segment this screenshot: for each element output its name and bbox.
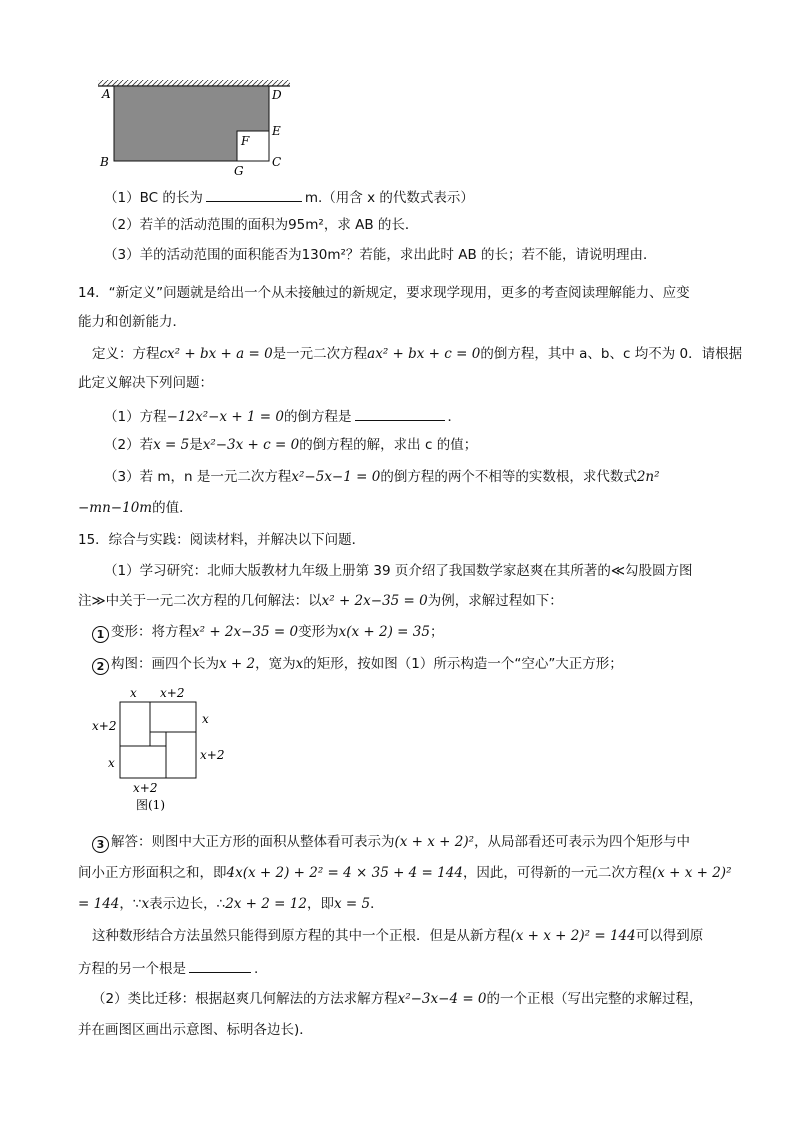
step-number-badge: 2 (92, 658, 109, 675)
answer-blank[interactable] (355, 406, 445, 421)
q15-step3-line1 (92, 833, 690, 853)
text: 是 (189, 437, 203, 453)
text: 的一个正根（写出完整的求解过程， (486, 991, 703, 1007)
q15-part2-line1 (92, 990, 703, 1008)
label-top-x-plus-2: x+2 (160, 686, 185, 700)
formula: (x + x + 2)² (394, 834, 475, 850)
q13-part1-unit: m.（用含 x 的代数式表示） (304, 190, 474, 206)
formula: cx² + bx + a = 0 (159, 346, 273, 362)
label-d: D (272, 88, 282, 102)
text: （3）若 m，n 是一元二次方程 (104, 469, 292, 485)
q13-part3: （3）羊的活动范围的面积能否为130m²？若能，求出此时 AB 的长；若不能，请说明理由． (104, 247, 657, 263)
q15-part2-line2: 并在画图区画出示意图、标明各边长)． (78, 1022, 313, 1038)
formula: x (295, 656, 304, 672)
q15-note-line2 (78, 958, 258, 978)
text: ，从局部看还可表示为四个矩形与中 (474, 834, 691, 850)
text: 方程的另一个根是 (78, 961, 186, 977)
formula: = 144 (78, 896, 120, 912)
text: ． (370, 896, 384, 912)
q14-part2 (104, 436, 477, 454)
text: 可以得到原 (635, 928, 704, 944)
text: ，∵ (119, 896, 142, 912)
formula: ax² + bx + c = 0 (367, 346, 481, 362)
q15-step3-line3 (78, 895, 384, 913)
outer-square (120, 702, 196, 778)
text: 的矩形，按如图（1）所示构造一个“空心”大正方形； (303, 656, 623, 672)
label-top-x: x (130, 686, 137, 700)
answer-blank[interactable] (189, 958, 251, 973)
q15-intro: 15．综合与实践：阅读材料，并解决以下问题． (78, 532, 366, 548)
label-left-x-plus-2: x+2 (92, 719, 117, 733)
enclosure-figure (92, 76, 302, 178)
q13-part1-text: （1）BC 的长为 (104, 190, 203, 206)
label-bottom-x-plus-2: x+2 (133, 781, 158, 795)
formula: (x + x + 2)² = 144 (510, 928, 636, 944)
q15-note-line1 (92, 927, 703, 945)
text: 为例，求解过程如下： (427, 593, 563, 609)
q15-study-line2 (78, 592, 563, 610)
formula: x = 5 (333, 896, 371, 912)
q14-definition (92, 345, 742, 363)
text: 构图：画四个长为 (111, 656, 219, 672)
text: （2）若 (104, 437, 154, 453)
text: ； (429, 624, 444, 640)
q15-step2 (92, 655, 623, 675)
q14-part3-line2 (78, 499, 193, 517)
label-right-x-plus-2: x+2 (200, 748, 225, 762)
formula: x²−3x−4 = 0 (397, 991, 487, 1007)
text: 表示边长，∴ (149, 896, 226, 912)
text: 变形：将方程 (111, 624, 192, 640)
label-c: C (272, 155, 282, 169)
text: 的值． (152, 500, 193, 516)
label-right-x: x (202, 712, 209, 726)
hollow-square-figure (90, 684, 230, 814)
text: 定义：方程 (92, 346, 160, 362)
text: 的倒方程的解，求出 c 的值； (299, 437, 478, 453)
text: ，因此，可得新的一元二次方程 (462, 865, 652, 881)
text: 是一元二次方程 (272, 346, 368, 362)
q15-study-line1: （1）学习研究：北师大版教材九年级上册第 39 页介绍了我国数学家赵爽在其所著的≪勾股圆方图 (104, 563, 693, 579)
formula: x (141, 896, 150, 912)
text: 的倒方程，其中 a、b、c 均不为 0．请根据 (480, 346, 743, 362)
formula: x²−5x−1 = 0 (291, 469, 381, 485)
text: （2）类比迁移：根据赵爽几何解法的方法求解方程 (92, 991, 398, 1007)
q14-part1 (104, 406, 461, 426)
formula: −mn−10m (78, 500, 153, 516)
q15-step1 (92, 623, 443, 643)
q15-step3-line2 (78, 864, 732, 882)
label-g: G (234, 164, 244, 178)
step-number-badge: 3 (92, 836, 109, 853)
text: 注≫中关于一元二次方程的几何解法：以 (78, 593, 322, 609)
label-b: B (100, 155, 109, 169)
formula: x(x + 2) = 35 (338, 624, 430, 640)
formula: 4x(x + 2) + 2² = 4 × 35 + 4 = 144 (226, 865, 463, 881)
q14-part3 (104, 468, 660, 486)
formula: 2n² (636, 469, 660, 485)
text: ． (447, 409, 462, 425)
q14-intro-line2: 能力和创新能力． (78, 314, 186, 330)
formula: −12x²−x + 1 = 0 (166, 409, 285, 425)
label-a: A (102, 87, 111, 101)
q13-part2: （2）若羊的活动范围的面积为95m²，求 AB 的长． (104, 217, 419, 233)
label-left-x: x (108, 756, 115, 770)
formula: x² + 2x−35 = 0 (192, 624, 299, 640)
q13-part1 (104, 187, 474, 207)
text: ，即 (306, 896, 334, 912)
text: 解答：则图中大正方形的面积从整体看可表示为 (111, 834, 395, 850)
formula: (x + x + 2)² (651, 865, 732, 881)
formula: x = 5 (153, 437, 190, 453)
inner-small-square (150, 732, 166, 746)
text: ，宽为 (255, 656, 296, 672)
text: 变形为 (298, 624, 339, 640)
formula: x² + 2x−35 = 0 (321, 593, 428, 609)
figure-caption: 图(1) (136, 798, 165, 812)
text: . (254, 961, 259, 977)
formula: x + 2 (219, 656, 256, 672)
label-f: F (241, 134, 250, 148)
formula: 2x + 2 = 12 (225, 896, 307, 912)
text: 间小正方形面积之和，即 (78, 865, 227, 881)
text: （1）方程 (104, 409, 167, 425)
answer-blank[interactable] (206, 187, 302, 202)
label-e: E (272, 124, 281, 138)
text: 的倒方程的两个不相等的实数根，求代数式 (380, 469, 637, 485)
q14-definition-line2: 此定义解决下列问题： (78, 375, 213, 391)
wall-hatching (98, 80, 290, 86)
text: 这种数形结合方法虽然只能得到原方程的其中一个正根．但是从新方程 (92, 928, 511, 944)
formula: x²−3x + c = 0 (202, 437, 300, 453)
q14-intro-line1: 14．“新定义”问题就是给出一个从未接触过的新规定，要求现学现用，更多的考查阅读理解能力、应变 (78, 285, 690, 301)
text: 的倒方程是 (284, 409, 352, 425)
step-number-badge: 1 (92, 626, 109, 643)
